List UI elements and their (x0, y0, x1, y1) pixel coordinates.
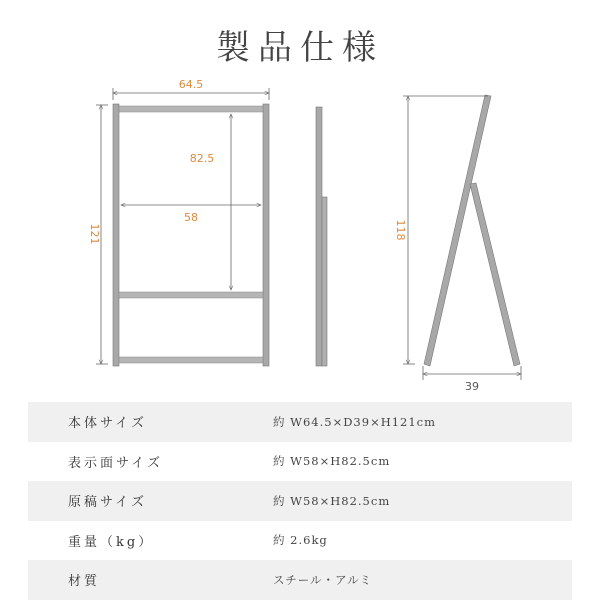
front-top-bar (119, 106, 263, 112)
spec-label: 原稿サイズ (68, 495, 147, 511)
front-view (113, 104, 269, 366)
front-left-leg (113, 104, 119, 366)
spec-table (28, 402, 572, 600)
dim-display-width: 58 (184, 211, 198, 224)
dim-depth: 39 (465, 380, 479, 393)
front-right-leg (263, 104, 269, 366)
side-view (316, 107, 327, 366)
dim-side-height: 118 (394, 219, 407, 241)
spec-label: 表示面サイズ (68, 455, 163, 471)
spec-row (28, 521, 572, 561)
spec-row (28, 442, 572, 482)
spec-value: 約 W58×H82.5cm (273, 493, 391, 508)
front-dimensions (96, 88, 269, 364)
side-front-panel (322, 197, 327, 366)
open-side-view (424, 95, 520, 366)
spec-row (28, 402, 572, 442)
open-side-dimensions (403, 96, 521, 380)
spec-value: 約 2.6kg (273, 533, 328, 548)
dim-display-height: 82.5 (189, 152, 215, 165)
front-bottom-bar (119, 357, 263, 363)
front-middle-bar (119, 292, 263, 298)
spec-label: 材質 (68, 574, 101, 590)
spec-row (28, 481, 572, 521)
spec-row (28, 560, 572, 600)
spec-label: 本体サイズ (68, 416, 147, 432)
spec-value: スチール・アルミ (273, 572, 373, 587)
side-back-panel (316, 107, 322, 366)
dim-width-top: 64.5 (178, 78, 204, 91)
spec-value: 約 W64.5×D39×H121cm (273, 414, 437, 429)
open-back-leg (470, 183, 520, 366)
spec-value: 約 W58×H82.5cm (273, 454, 391, 469)
dim-height-total: 121 (88, 223, 101, 245)
page-title: 製品仕様 (216, 28, 384, 68)
spec-label: 重量（kg） (68, 534, 155, 550)
